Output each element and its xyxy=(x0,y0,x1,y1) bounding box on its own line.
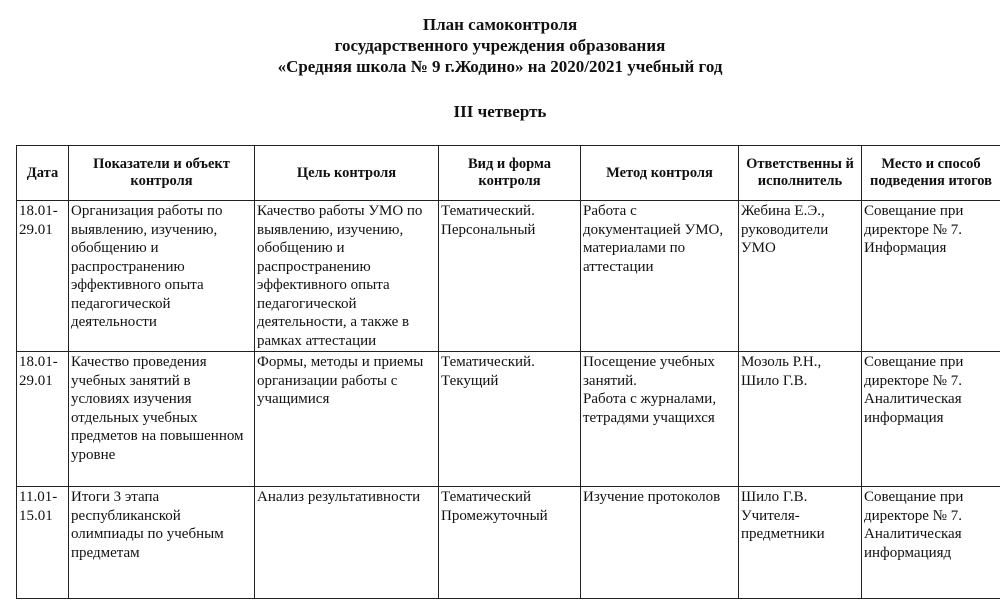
cell-date: 18.01-29.01 xyxy=(17,201,69,352)
table-row xyxy=(17,352,1000,487)
document-title xyxy=(0,14,1000,77)
cell-indicators: Организация работы по выявлению, изучению, обобщению и распространению эффективного опыта педагогической деятельности xyxy=(69,201,255,352)
cell-date: 11.01-15.01 xyxy=(17,487,69,599)
title-line-3: «Средняя школа № 9 г.Жодино» на 2020/2021 учебный год xyxy=(277,57,723,76)
cell-goal: Формы, методы и приемы организации работы с учащимися xyxy=(255,352,439,487)
cell-responsible: Жебина Е.Э., руководители УМО xyxy=(739,201,862,352)
cell-responsible: Шило Г.В. Учителя-предметники xyxy=(739,487,862,599)
cell-date: 18.01-29.01 xyxy=(17,352,69,487)
table-header-row xyxy=(17,146,1000,201)
cell-method: Изучение протоколов xyxy=(581,487,739,599)
method-line-2: Работа с журналами, тетрадями учащихся xyxy=(583,391,717,426)
col-header-method: Метод контроля xyxy=(581,146,739,201)
col-header-indicators: Показатели и объект контроля xyxy=(69,146,255,201)
cell-type: Тематический. Персональный xyxy=(439,201,581,352)
cell-place: Совещание при директоре № 7. Аналитическая информация xyxy=(862,352,1000,487)
cell-responsible: Мозоль Р.Н., Шило Г.В. xyxy=(739,352,862,487)
cell-place: Совещание при директоре № 7. Аналитическая информацияд xyxy=(862,487,1000,599)
col-header-date: Дата xyxy=(17,146,69,201)
cell-method: Работа с документацией УМО, материалами по аттестации xyxy=(581,201,739,352)
quarter-heading: III четверть xyxy=(453,102,547,121)
cell-place: Совещание при директоре № 7. Информация xyxy=(862,201,1000,352)
col-header-type: Вид и форма контроля xyxy=(439,146,581,201)
col-header-responsible: Ответственны й исполнитель xyxy=(739,146,862,201)
col-header-place: Место и способ подведения итогов xyxy=(862,146,1000,201)
method-line-1: Посещение учебных занятий. xyxy=(583,354,715,389)
cell-indicators: Итоги 3 этапа республиканской олимпиады по учебным предметам xyxy=(69,487,255,599)
table-row xyxy=(17,201,1000,352)
cell-indicators: Качество проведения учебных занятий в условиях изучения отдельных учебных предметов на повышенном уровне xyxy=(69,352,255,487)
table-row xyxy=(17,487,1000,599)
cell-method xyxy=(581,352,739,487)
cell-type: Тематический. Текущий xyxy=(439,352,581,487)
control-plan-table xyxy=(16,145,1000,599)
col-header-goal: Цель контроля xyxy=(255,146,439,201)
title-line-1: План самоконтроля xyxy=(422,15,578,34)
cell-goal: Анализ результативности xyxy=(255,487,439,599)
title-line-2: государственного учреждения образования xyxy=(334,36,666,55)
cell-goal: Качество работы УМО по выявлению, изучению, обобщению и распространению эффективного опыта педагогической деятельности, а также в рамках аттестации xyxy=(255,201,439,352)
cell-type: Тематический Промежуточный xyxy=(439,487,581,599)
